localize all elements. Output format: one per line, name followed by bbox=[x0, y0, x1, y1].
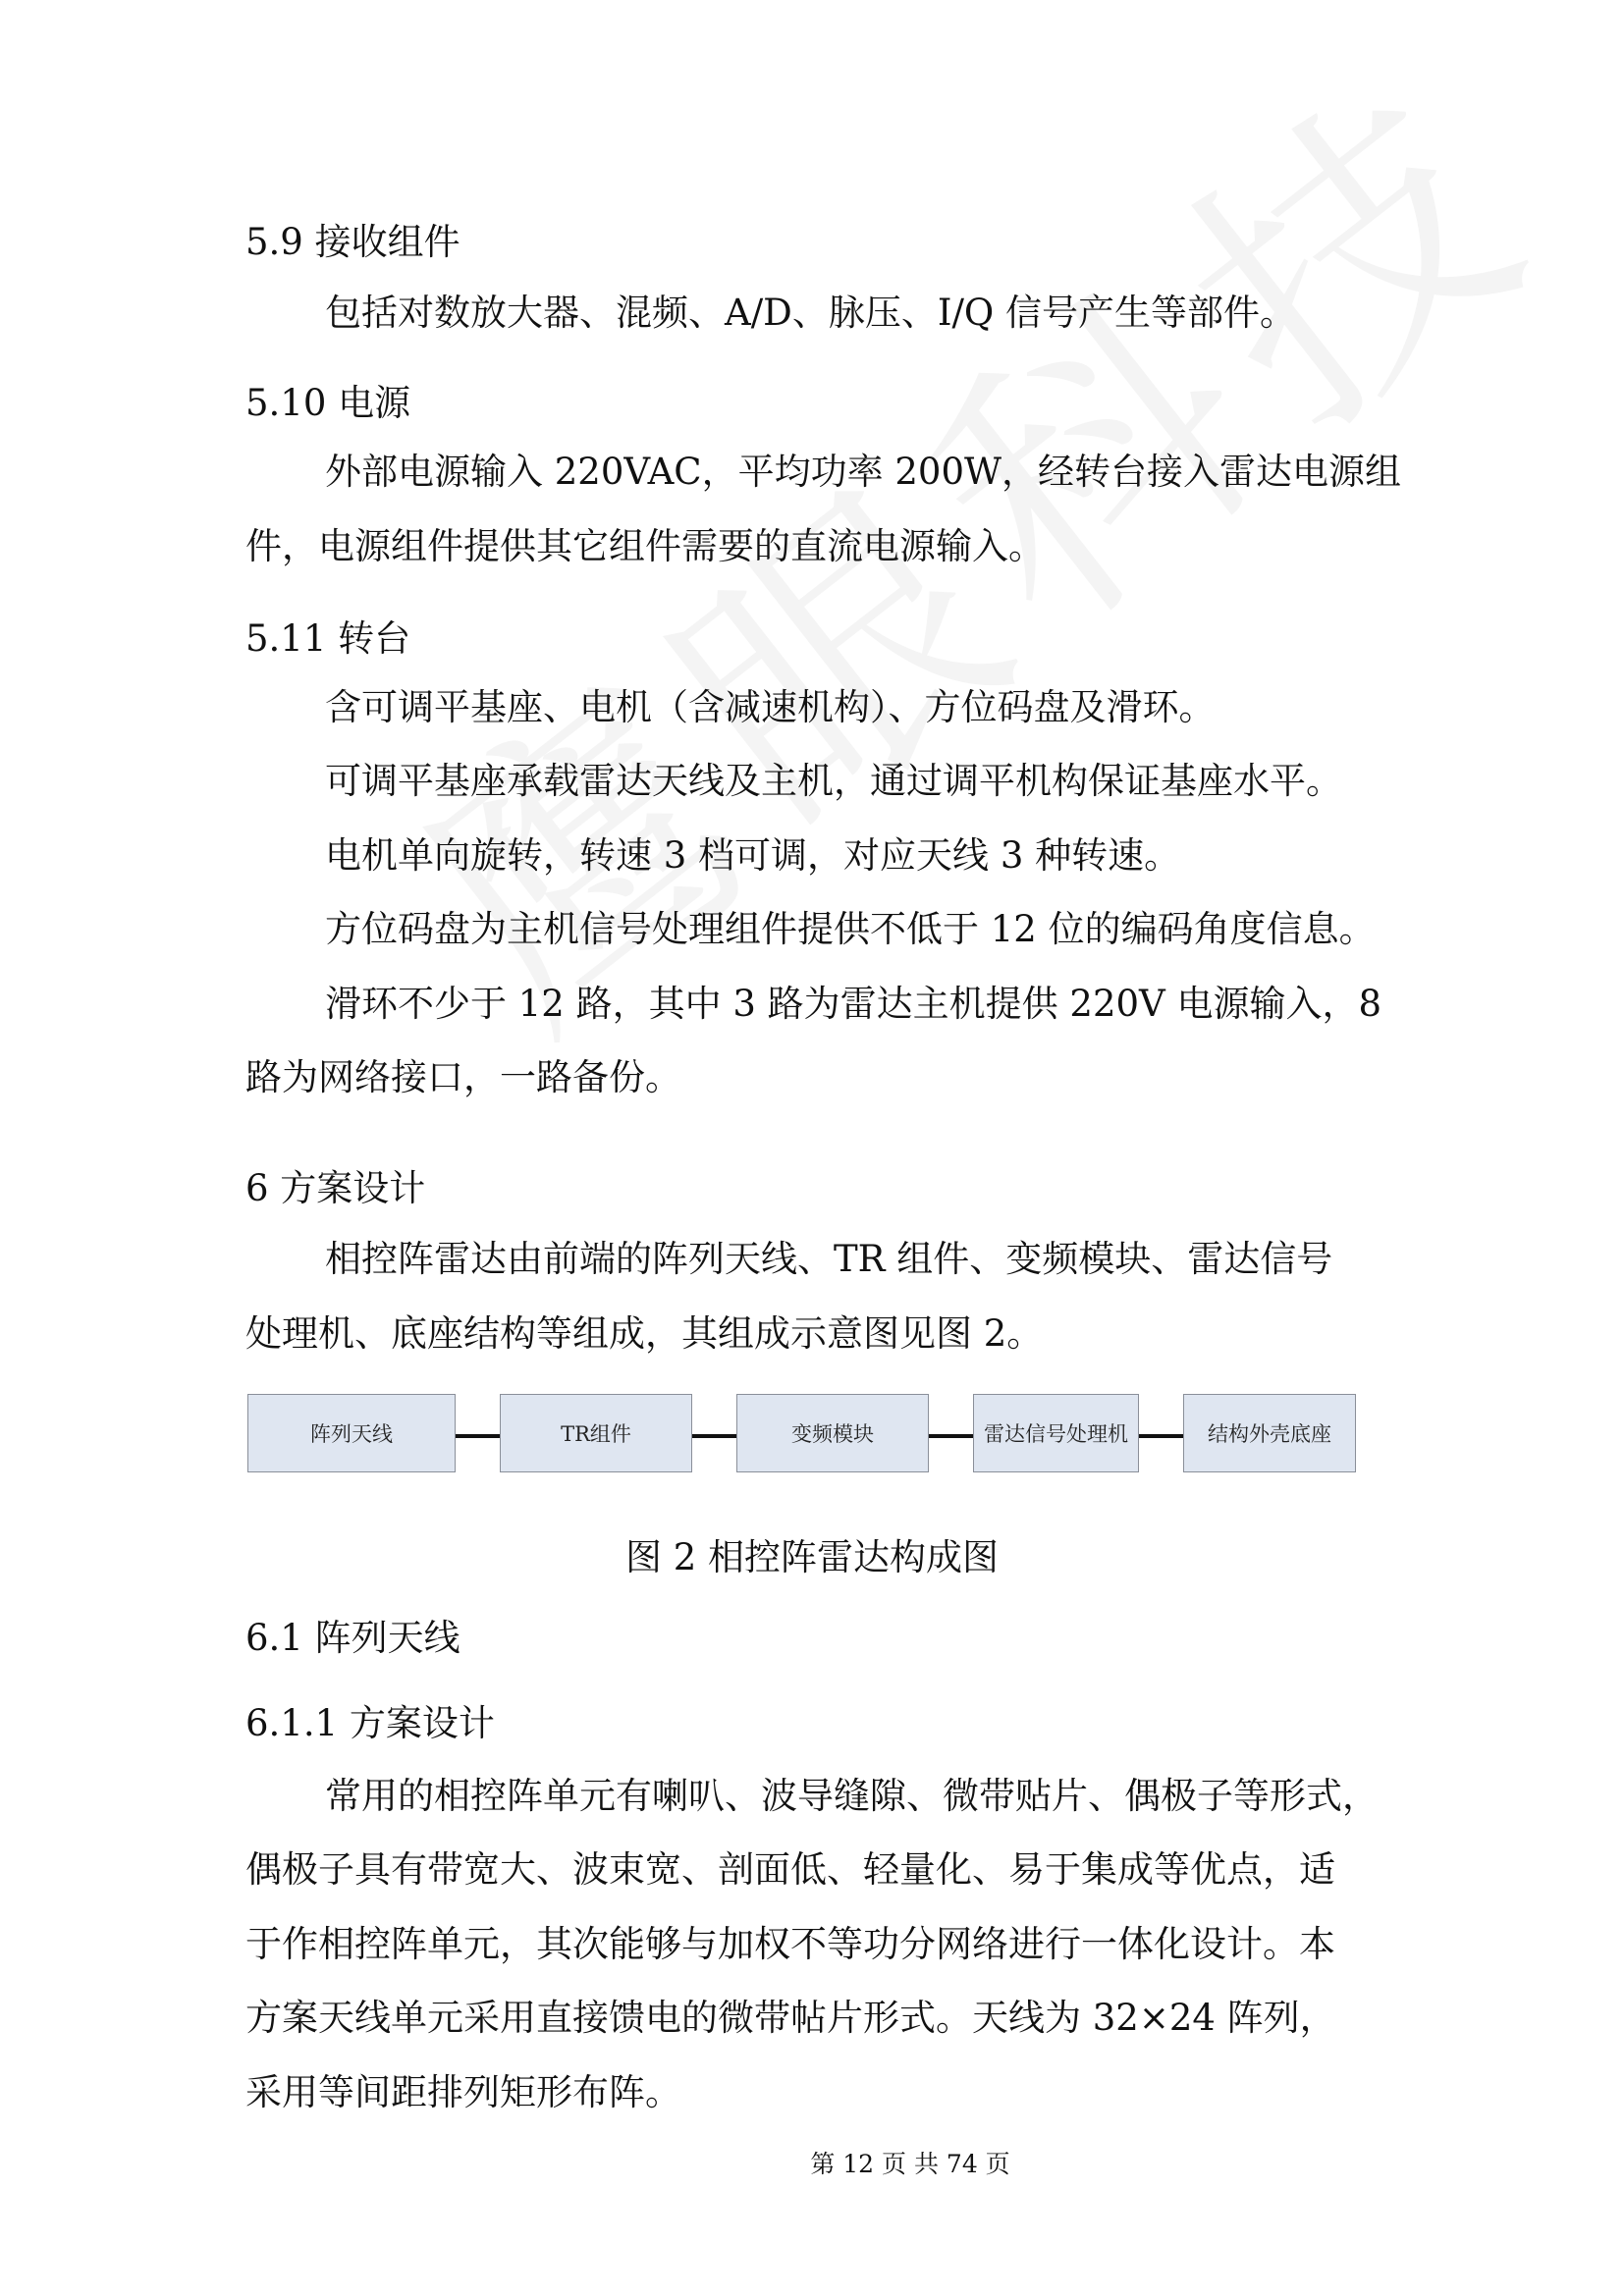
figure-caption: 图 2 相控阵雷达构成图 bbox=[624, 1536, 1000, 1578]
paragraph-5-10-line1: 外部电源输入 220VAC，平均功率 200W，经转台接入雷达电源组 bbox=[325, 451, 1402, 493]
diagram-connector bbox=[1139, 1434, 1183, 1438]
paragraph-6-1-1-line4: 方案天线单元采用直接馈电的微带帖片形式。天线为 32×24 阵列， bbox=[245, 1997, 1336, 2039]
paragraph-5-9: 包括对数放大器、混频、A/D、脉压、I/Q 信号产生等部件。 bbox=[325, 292, 1297, 334]
diagram-box-array-antenna: 阵列天线 bbox=[247, 1394, 456, 1472]
diagram-box-frequency-converter: 变频模块 bbox=[736, 1394, 929, 1472]
diagram-box-housing-base: 结构外壳底座 bbox=[1183, 1394, 1356, 1472]
section-heading-5-10: 5.10 电源 bbox=[245, 382, 411, 424]
diagram-connector bbox=[692, 1434, 736, 1438]
paragraph-5-11-5-line1: 滑环不少于 12 路，其中 3 路为雷达主机提供 220V 电源输入，8 bbox=[325, 983, 1382, 1025]
paragraph-6-1-1-line3: 于作相控阵单元，其次能够与加权不等功分网络进行一体化设计。本 bbox=[245, 1923, 1335, 1965]
diagram-box-signal-processor: 雷达信号处理机 bbox=[973, 1394, 1139, 1472]
paragraph-6-1-1-line1: 常用的相控阵单元有喇叭、波导缝隙、微带贴片、偶极子等形式， bbox=[325, 1775, 1379, 1817]
diagram-connector bbox=[929, 1434, 973, 1438]
radar-composition-diagram bbox=[247, 1394, 1357, 1482]
paragraph-6-1-1-line2: 偶极子具有带宽大、波束宽、剖面低、轻量化、易于集成等优点，适 bbox=[245, 1848, 1335, 1891]
paragraph-5-11-3: 电机单向旋转，转速 3 档可调，对应天线 3 种转速。 bbox=[325, 834, 1181, 877]
diagram-connector bbox=[456, 1434, 500, 1438]
paragraph-5-10-line2: 件，电源组件提供其它组件需要的直流电源输入。 bbox=[245, 525, 1045, 567]
paragraph-6-line1: 相控阵雷达由前端的阵列天线、TR 组件、变频模块、雷达信号 bbox=[325, 1238, 1333, 1280]
section-heading-6: 6 方案设计 bbox=[245, 1167, 426, 1209]
section-heading-5-11: 5.11 转台 bbox=[245, 617, 411, 660]
section-heading-6-1: 6.1 阵列天线 bbox=[245, 1617, 460, 1659]
paragraph-5-11-1: 含可调平基座、电机（含减速机构）、方位码盘及滑环。 bbox=[325, 686, 1216, 728]
paragraph-5-11-4: 方位码盘为主机信号处理组件提供不低于 12 位的编码角度信息。 bbox=[325, 908, 1376, 950]
paragraph-6-1-1-line5: 采用等间距排列矩形布阵。 bbox=[245, 2071, 681, 2113]
section-heading-5-9: 5.9 接收组件 bbox=[245, 221, 460, 263]
paragraph-6-line2: 处理机、底座结构等组成，其组成示意图见图 2。 bbox=[245, 1312, 1044, 1355]
paragraph-5-11-5-line2: 路为网络接口，一路备份。 bbox=[245, 1056, 681, 1098]
diagram-box-tr-module: TR组件 bbox=[500, 1394, 692, 1472]
page-footer: 第 12 页 共 74 页 bbox=[810, 2150, 1010, 2178]
section-heading-6-1-1: 6.1.1 方案设计 bbox=[245, 1702, 495, 1744]
paragraph-5-11-2: 可调平基座承载雷达天线及主机，通过调平机构保证基座水平。 bbox=[325, 760, 1342, 802]
